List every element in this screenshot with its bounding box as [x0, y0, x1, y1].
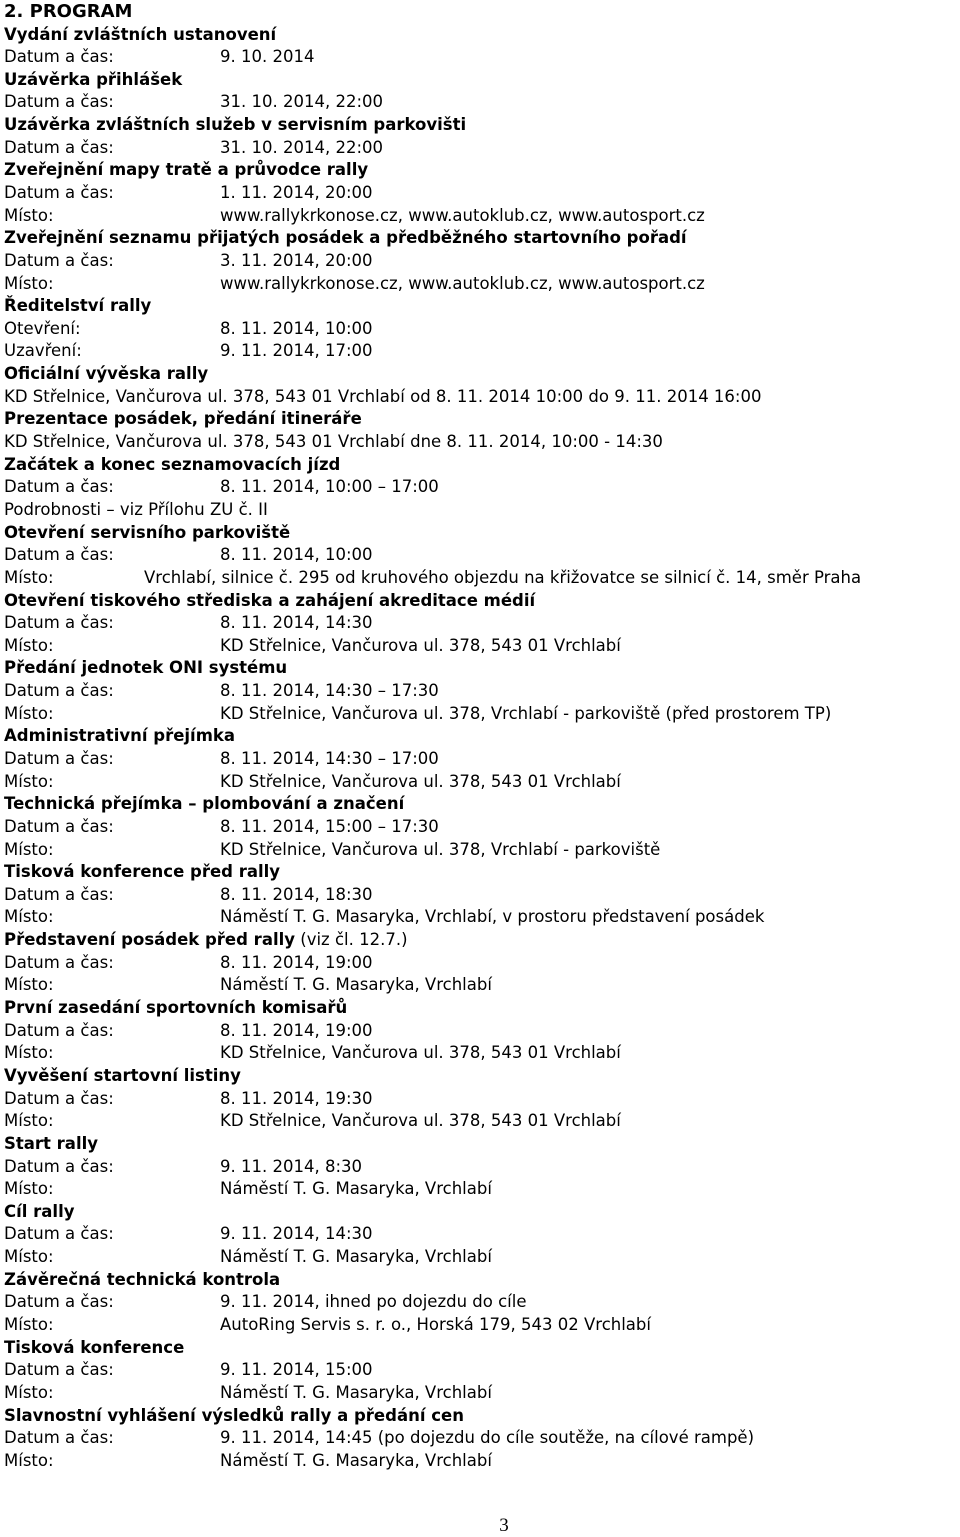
event-title: [4, 590, 960, 613]
event-title-text: Ředitelství rally: [4, 296, 152, 316]
event-detail-row: [4, 1246, 960, 1269]
page-number: 3: [499, 1515, 509, 1536]
detail-value: 1. 11. 2014, 20:00: [220, 182, 373, 202]
event-title-text: Vydání zvláštních ustanovení: [4, 24, 277, 44]
event-title: [4, 114, 960, 137]
event-title-text: Start rally: [4, 1133, 99, 1153]
detail-value: 9. 10. 2014: [220, 47, 315, 67]
detail-value: Náměstí T. G. Masaryka, Vrchlabí: [220, 1450, 492, 1470]
event-title: [4, 997, 960, 1020]
event-detail-row: [4, 1020, 960, 1043]
event-detail-row: [4, 1450, 960, 1473]
event-title-text: Uzávěrka přihlášek: [4, 69, 183, 89]
detail-value: www.rallykrkonose.cz, www.autoklub.cz, www.autosport.cz: [220, 273, 705, 293]
event-detail-row: [4, 46, 960, 69]
event-title: [4, 295, 960, 318]
detail-label: Datum a čas:: [4, 1156, 114, 1176]
event-detail-row: [4, 612, 960, 635]
event-title-text: Představení posádek před rally: [4, 930, 296, 950]
detail-value: KD Střelnice, Vančurova ul. 378, 543 01 Vrchlabí: [220, 635, 621, 655]
event-detail-row: [4, 1382, 960, 1405]
detail-label: Uzavření:: [4, 341, 82, 361]
event-detail-row: [4, 1223, 960, 1246]
detail-label: Datum a čas:: [4, 952, 114, 972]
detail-value: Náměstí T. G. Masaryka, Vrchlabí, v prostoru představení posádek: [220, 907, 765, 927]
detail-label: Datum a čas:: [4, 1360, 114, 1380]
event-title: [4, 657, 960, 680]
event-detail-row: [4, 431, 960, 454]
detail-label: Místo:: [4, 839, 54, 859]
event-title-text: Otevření tiskového střediska a zahájení akreditace médií: [4, 590, 536, 610]
detail-value: 9. 11. 2014, ihned po dojezdu do cíle: [220, 1292, 527, 1312]
event-detail-row: [4, 476, 960, 499]
detail-label: Místo:: [4, 1315, 54, 1335]
event-title-text: Zveřejnění seznamu přijatých posádek a předběžného startovního pořadí: [4, 228, 687, 248]
event-detail-row: [4, 250, 960, 273]
event-title: [4, 1405, 960, 1428]
detail-label: Datum a čas:: [4, 1088, 114, 1108]
detail-value: KD Střelnice, Vančurova ul. 378, 543 01 Vrchlabí dne 8. 11. 2014, 10:00 - 14:30: [4, 432, 663, 452]
event-title-text: Technická přejímka – plombování a značení: [4, 794, 405, 814]
detail-label: Datum a čas:: [4, 1292, 114, 1312]
detail-value: KD Střelnice, Vančurova ul. 378, 543 01 Vrchlabí: [220, 1111, 621, 1131]
detail-label: Datum a čas:: [4, 137, 114, 157]
event-detail-row: [4, 205, 960, 228]
detail-value: 9. 11. 2014, 8:30: [220, 1156, 363, 1176]
detail-value: Náměstí T. G. Masaryka, Vrchlabí: [220, 1179, 492, 1199]
detail-value: Náměstí T. G. Masaryka, Vrchlabí: [220, 975, 492, 995]
detail-label: Datum a čas:: [4, 47, 114, 67]
detail-value: 8. 11. 2014, 19:00: [220, 1020, 373, 1040]
event-title: [4, 24, 960, 47]
event-detail-row: [4, 1042, 960, 1065]
detail-label: Datum a čas:: [4, 1224, 114, 1244]
detail-value: 8. 11. 2014, 18:30: [220, 884, 373, 904]
event-detail-row: [4, 816, 960, 839]
detail-value: 8. 11. 2014, 15:00 – 17:30: [220, 816, 439, 836]
detail-label: Datum a čas:: [4, 816, 114, 836]
detail-value: 9. 11. 2014, 14:45 (po dojezdu do cíle soutěže, na cílové rampě): [220, 1428, 755, 1448]
detail-label: Místo:: [4, 567, 54, 587]
event-title: [4, 929, 960, 952]
detail-value: www.rallykrkonose.cz, www.autoklub.cz, www.autosport.cz: [220, 205, 705, 225]
detail-label: Místo:: [4, 1247, 54, 1267]
detail-label: Místo:: [4, 771, 54, 791]
detail-value: 8. 11. 2014, 19:30: [220, 1088, 373, 1108]
detail-value: 3. 11. 2014, 20:00: [220, 250, 373, 270]
detail-label: Datum a čas:: [4, 613, 114, 633]
detail-label: Místo:: [4, 1450, 54, 1470]
event-title: [4, 1133, 960, 1156]
detail-value: Náměstí T. G. Masaryka, Vrchlabí: [220, 1382, 492, 1402]
detail-label: Místo:: [4, 635, 54, 655]
detail-label: Místo:: [4, 1179, 54, 1199]
event-detail-row: [4, 748, 960, 771]
event-detail-row: [4, 137, 960, 160]
detail-value: AutoRing Servis s. r. o., Horská 179, 543 02 Vrchlabí: [220, 1315, 651, 1335]
detail-value: 8. 11. 2014, 19:00: [220, 952, 373, 972]
event-detail-row: [4, 386, 960, 409]
detail-label: Datum a čas:: [4, 749, 114, 768]
event-title: [4, 1269, 960, 1292]
event-title-text: Tisková konference: [4, 1337, 185, 1357]
detail-label: Místo:: [4, 273, 54, 293]
event-title-text: Administrativní přejímka: [4, 726, 236, 746]
event-list: [4, 24, 960, 1473]
detail-label: Datum a čas:: [4, 545, 114, 565]
detail-label: Místo:: [4, 975, 54, 995]
event-title: [4, 522, 960, 545]
event-detail-row: [4, 318, 960, 341]
detail-value: KD Střelnice, Vančurova ul. 378, 543 01 Vrchlabí: [220, 771, 621, 791]
detail-value: 9. 11. 2014, 17:00: [220, 341, 373, 361]
event-detail-row: [4, 839, 960, 862]
event-title-text: Uzávěrka zvláštních služeb v servisním parkovišti: [4, 115, 467, 135]
event-detail-row: [4, 680, 960, 703]
event-title-text: Prezentace posádek, předání itineráře: [4, 409, 362, 429]
event-title-text: Začátek a konec seznamovacích jízd: [4, 454, 341, 474]
detail-label: Otevření:: [4, 318, 81, 338]
detail-label: Datum a čas:: [4, 884, 114, 904]
event-detail-row: [4, 1427, 960, 1450]
detail-value: Podrobnosti – viz Přílohu ZU č. II: [4, 499, 268, 519]
detail-label: Datum a čas:: [4, 681, 114, 701]
event-title-text: Cíl rally: [4, 1201, 75, 1221]
event-detail-row: [4, 635, 960, 658]
detail-value: 8. 11. 2014, 10:00: [220, 318, 373, 338]
event-title-text: Předání jednotek ONI systému: [4, 658, 288, 678]
detail-value: 9. 11. 2014, 15:00: [220, 1360, 373, 1380]
detail-value: 31. 10. 2014, 22:00: [220, 137, 384, 157]
event-detail-row: [4, 1156, 960, 1179]
event-detail-row: [4, 974, 960, 997]
detail-value: 8. 11. 2014, 10:00 – 17:00: [220, 477, 439, 497]
event-detail-row: [4, 544, 960, 567]
event-title-text: Oficiální vývěska rally: [4, 364, 209, 384]
event-detail-row: [4, 499, 960, 522]
detail-label: Datum a čas:: [4, 477, 114, 497]
detail-value: Náměstí T. G. Masaryka, Vrchlabí: [220, 1247, 492, 1267]
event-title: [4, 793, 960, 816]
event-title-text: Zveřejnění mapy tratě a průvodce rally: [4, 160, 369, 180]
detail-label: Místo:: [4, 703, 54, 723]
event-detail-row: [4, 1291, 960, 1314]
event-title: [4, 725, 960, 748]
detail-label: Datum a čas:: [4, 182, 114, 202]
event-title: [4, 363, 960, 386]
detail-label: Datum a čas:: [4, 250, 114, 270]
detail-label: Datum a čas:: [4, 1020, 114, 1040]
event-detail-row: [4, 1178, 960, 1201]
event-detail-row: [4, 771, 960, 794]
detail-value: 8. 11. 2014, 14:30 – 17:00: [220, 749, 439, 768]
event-title: [4, 861, 960, 884]
event-detail-row: [4, 1110, 960, 1133]
event-detail-row: [4, 1359, 960, 1382]
event-detail-row: [4, 91, 960, 114]
detail-value: 8. 11. 2014, 10:00: [220, 545, 373, 565]
event-detail-row: [4, 952, 960, 975]
event-detail-row: [4, 567, 960, 590]
detail-label: Místo:: [4, 205, 54, 225]
detail-value: 31. 10. 2014, 22:00: [220, 92, 384, 112]
event-title: [4, 1201, 960, 1224]
detail-value: 8. 11. 2014, 14:30 – 17:30: [220, 681, 439, 701]
event-detail-row: [4, 182, 960, 205]
detail-value: KD Střelnice, Vančurova ul. 378, 543 01 Vrchlabí: [220, 1043, 621, 1063]
event-title-text: Vyvěšení startovní listiny: [4, 1065, 241, 1085]
detail-label: Místo:: [4, 907, 54, 927]
event-detail-row: [4, 884, 960, 907]
event-detail-row: [4, 1314, 960, 1337]
detail-value: KD Střelnice, Vančurova ul. 378, Vrchlabí - parkoviště: [220, 839, 661, 859]
detail-label: Místo:: [4, 1043, 54, 1063]
event-title-text: Závěrečná technická kontrola: [4, 1269, 281, 1289]
event-title: [4, 408, 960, 431]
detail-label: Datum a čas:: [4, 1428, 114, 1448]
detail-value: 8. 11. 2014, 14:30: [220, 613, 373, 633]
event-title-text: Otevření servisního parkoviště: [4, 522, 291, 542]
event-title: [4, 1065, 960, 1088]
detail-value: KD Střelnice, Vančurova ul. 378, 543 01 Vrchlabí od 8. 11. 2014 10:00 do 9. 11. 2014 16:00: [4, 386, 762, 406]
event-detail-row: [4, 273, 960, 296]
event-title: [4, 159, 960, 182]
section-heading: 2. PROGRAM: [4, 1, 133, 22]
event-detail-row: [4, 1088, 960, 1111]
event-detail-row: [4, 703, 960, 726]
program-document: [4, 0, 960, 1473]
event-title: [4, 69, 960, 92]
event-title-text: Tisková konference před rally: [4, 862, 281, 882]
detail-value: 9. 11. 2014, 14:30: [220, 1224, 373, 1244]
event-title-text: Slavnostní vyhlášení výsledků rally a předání cen: [4, 1405, 464, 1425]
event-title: [4, 1337, 960, 1360]
detail-label: Datum a čas:: [4, 92, 114, 112]
event-title-text: První zasedání sportovních komisařů: [4, 998, 348, 1018]
event-title-note: (viz čl. 12.7.): [295, 930, 408, 950]
event-title: [4, 227, 960, 250]
detail-value: Vrchlabí, silnice č. 295 od kruhového objezdu na křižovatce se silnicí č. 14, směr Praha: [144, 567, 862, 587]
event-detail-row: [4, 906, 960, 929]
detail-label: Místo:: [4, 1382, 54, 1402]
event-title: [4, 454, 960, 477]
event-detail-row: [4, 340, 960, 363]
detail-value: KD Střelnice, Vančurova ul. 378, Vrchlabí - parkoviště (před prostorem TP): [220, 703, 832, 723]
detail-label: Místo:: [4, 1111, 54, 1131]
